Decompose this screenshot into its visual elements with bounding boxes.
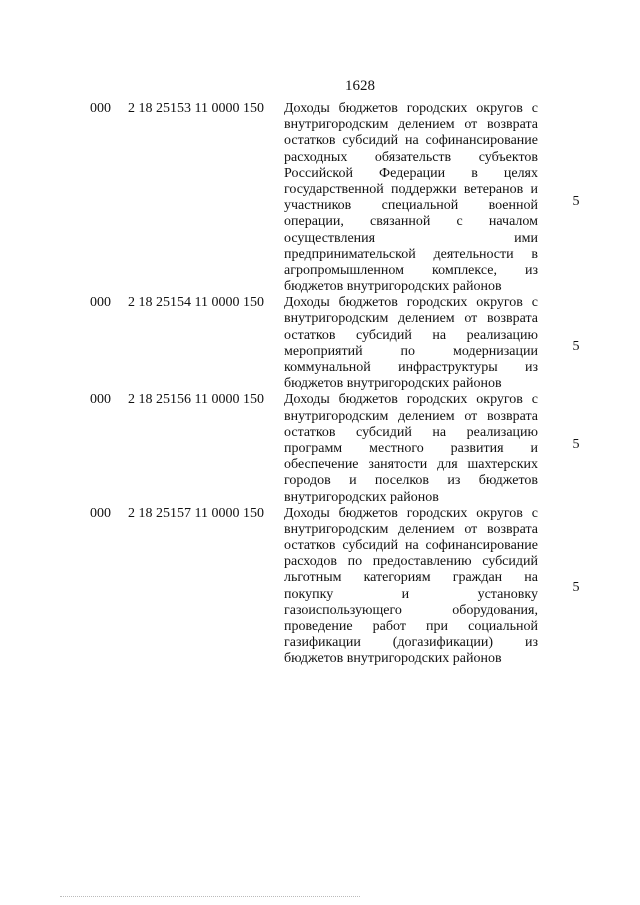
page-number: 1628 <box>345 78 375 94</box>
table-row <box>0 392 640 505</box>
revenue-name-line: расходных обязательств субъектов <box>284 149 538 165</box>
revenue-name-line: Доходы бюджетов городских округов с <box>284 392 538 408</box>
revenue-name-line: обеспечение занятости для шахтерских <box>284 457 538 473</box>
table-row <box>0 101 640 295</box>
revenue-name-line: агропромышленном комплексе, из <box>284 262 538 278</box>
revenue-name-line: бюджетов внутригородских районов <box>284 376 502 392</box>
revenue-name-line: льготным категориям граждан на <box>284 570 538 586</box>
revenue-name-line: Доходы бюджетов городских округов с <box>284 295 538 311</box>
revenue-name-line: внутригородским делением от возврата <box>284 521 538 537</box>
admin-code: 000 <box>90 505 111 521</box>
revenue-name-line: государственной поддержки ветеранов и <box>284 181 538 197</box>
revenue-name-line: газоиспользующего оборудования, <box>284 602 538 618</box>
revenue-name <box>284 392 538 505</box>
revenue-name-line: внутригородским делением от возврата <box>284 408 538 424</box>
revenue-name-line: операции, связанной с началом <box>284 214 538 230</box>
revenue-name-line: бюджетов внутригородских районов <box>284 651 502 667</box>
norm-value: 5 <box>572 194 580 209</box>
budget-classification-code: 2 18 25154 11 0000 150 <box>128 295 264 311</box>
revenue-name <box>284 295 538 392</box>
revenue-name-line: внутригородским делением от возврата <box>284 117 538 133</box>
revenue-name-line: расходов по предоставлению субсидий <box>284 554 538 570</box>
revenue-name-line: коммунальной инфраструктуры из <box>284 360 538 375</box>
revenue-name-line: внутригородским делением от возврата <box>284 311 538 327</box>
revenue-name-line: Доходы бюджетов городских округов с <box>284 101 538 116</box>
revenue-name-line: Российской Федерации в целях <box>284 165 538 181</box>
revenue-name-line: мероприятий по модернизации <box>284 343 538 359</box>
norm-value: 5 <box>572 579 580 595</box>
revenue-name-line: остатков субсидий на реализацию <box>284 327 538 343</box>
admin-code: 000 <box>90 392 111 408</box>
revenue-name-line: городов и поселков из бюджетов <box>284 473 538 489</box>
revenue-name-line: внутригородских районов <box>284 489 439 505</box>
scan-edge-mark <box>60 896 360 898</box>
norm-value: 5 <box>572 339 580 355</box>
budget-classification-code: 2 18 25156 11 0000 150 <box>128 392 264 408</box>
revenue-name <box>284 101 538 295</box>
revenue-name-line: осуществления ими <box>284 230 538 246</box>
revenue-name-line: участников специальной военной <box>284 198 538 214</box>
budget-classification-code: 2 18 25157 11 0000 150 <box>128 505 264 521</box>
revenue-name-line: Доходы бюджетов городских округов с <box>284 505 538 521</box>
revenue-name-line: бюджетов внутригородских районов <box>284 279 502 295</box>
revenue-name-line: остатков субсидий на реализацию <box>284 424 538 440</box>
revenue-name-line: газификации (догазификации) из <box>284 635 538 651</box>
admin-code: 000 <box>90 101 111 116</box>
norm-value: 5 <box>572 437 580 453</box>
budget-classification-code: 2 18 25153 11 0000 150 <box>128 101 264 116</box>
table-row <box>0 506 640 668</box>
revenue-name-line: остатков субсидий на софинансирование <box>284 133 538 149</box>
revenue-name-line: предпринимательской деятельности в <box>284 246 538 262</box>
revenue-name-line: программ местного развития и <box>284 440 538 456</box>
revenue-name <box>284 506 538 668</box>
table-row <box>0 295 640 392</box>
revenue-name-line: остатков субсидий на софинансирование <box>284 538 538 554</box>
revenue-name-line: проведение работ при социальной <box>284 619 538 634</box>
revenue-name-line: покупку и установку <box>284 586 538 602</box>
budget-codes-table <box>0 101 640 668</box>
admin-code: 000 <box>90 295 111 311</box>
